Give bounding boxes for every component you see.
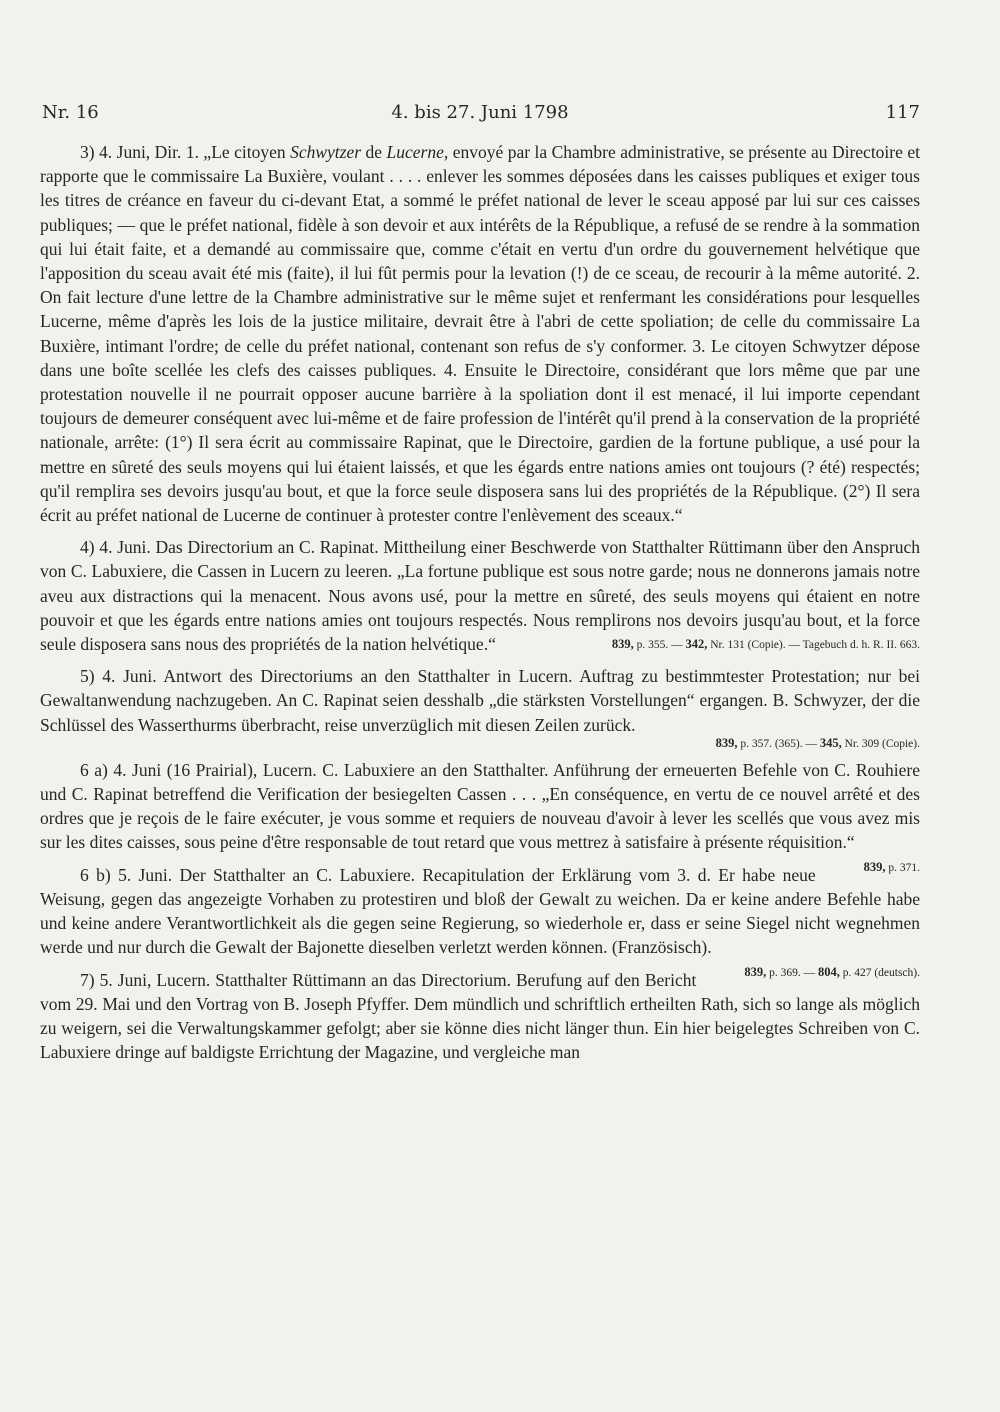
- entry-text: de: [361, 142, 387, 162]
- entry-italic-name: Schwytzer: [290, 142, 362, 162]
- running-header: [40, 98, 920, 128]
- ref-number: 839,: [863, 859, 886, 874]
- entry-3: [40, 140, 920, 527]
- ref-number: 345,: [819, 735, 842, 750]
- ref-number: 839,: [715, 735, 738, 750]
- entry-6a: [40, 758, 920, 874]
- source-reference: [572, 632, 920, 657]
- ref-text: p. 357. (365). —: [737, 737, 820, 750]
- ref-number: 839,: [611, 637, 634, 652]
- entry-4: [40, 535, 920, 656]
- ref-number: 804,: [817, 964, 840, 979]
- source-reference: [824, 855, 920, 880]
- ref-text: Nr. 309 (Copie).: [841, 737, 920, 750]
- ref-text: Nr. 131 (Copie). — Tagebuch d. h. R. II. 663.: [707, 639, 920, 652]
- entry-text: 5) 4. Juni. Antwort des Directoriums an den Statthalter in Lucern. Auftrag zu bestimmtester Protestation; nur bei Gewaltanwendung nachzugeben. An C. Rapinat seien desshalb „die stärksten Vorstellungen“ ergangen. B. Schwyzer, der die Schlüssel des Wasserthurms überbracht, reise unverzüglich mit diesen Zeilen zurück.: [40, 666, 920, 735]
- entry-text: 3) 4. Juni, Dir. 1. „Le citoyen: [80, 142, 291, 162]
- entry-text: envoyé par la Chambre administrative, se présente au Directoire et rapporte que le commissaire La Buxière, voulant . . . . enlever les sommes déposées dans les caisses publiques et exiger tous les titres de créance en faveur du ci-devant Etat, a sommé le préfet national de lever le sceau apposé par lui sur ces caisses publiques; — que le préfet national, fidèle à son devoir et aux intérêts de la République, a refusé de se rendre à la sommation qui lui était faite, et a demandé au commissaire que, comme c'était en vertu d'un ordre du gouvernement helvétique que l'apposition du sceau avait été mis (faite), il lui fût permis pour la levation (!) de ce sceau, de recourir à la même autorité. 2. On fait lecture d'une lettre de la Chambre administrative sur le même sujet et renfermant les considérations pour lesquelles Lucerne, même d'après les lois de la justice militaire, devrait être à l'abri de cette spoliation; de celle du commissaire La Buxière, intimant l'ordre; de celle du préfet national, contenant son refus de s'y conformer. 3. Le citoyen Schwytzer dépose dans une boîte scellée les clefs des caisses publiques. 4. Ensuite le Directoire, considérant que lors même que par une protestation nouvelle il ne pourrait opposer aucune barrière à la spoliation dont il est menacé, il lui importe cependant toujours de demeurer conséquent avec lui-même et de faire profession de l'intérêt qu'il prend à la conservation de la propriété nationale, arrête: (1°) Il sera écrit au commissaire Rapinat, que le Directoire, gardien de la fortune publique, a usé pour la mettre en sûreté des seuls moyens qui lui étaient laissés, et que les égards entre nations amies ont toujours (? été) respectés; qu'il remplira ses devoirs jusqu'au bout, et que la force seule disposera sans lui des propriétés de la République. (2°) Il sera écrit au préfet national de Lucerne de continuer à protester contre l'enlèvement des sceaux.“: [40, 142, 920, 526]
- page-number: 117: [885, 102, 920, 123]
- ref-text: p. 371.: [885, 861, 920, 874]
- entry-6b: [40, 863, 920, 979]
- entry-text: 7) 5. Juni, Lucern. Statthalter Rüttimann an das Directorium. Berufung auf den Bericht vom 29. Mai und den Vortrag von B. Joseph Pfyffer. Dem mündlich und schriftlich ertheilten Rath, sich so lange als möglich zu weigern, sei die Verwaltungskammer gefolgt; aber sie könne dies nicht länger thun. Ein hier beigelegtes Schreiben von C. Labuxiere dringe auf baldigste Errichtung der Magazine, und vergleiche man: [40, 969, 920, 1063]
- document-body: [40, 140, 920, 1064]
- ref-text: p. 355. —: [633, 639, 686, 652]
- entry-italic-place: Lucerne,: [386, 142, 449, 162]
- source-reference: [704, 960, 920, 985]
- entry-text: 6 b) 5. Juni. Der Statthalter an C. Labuxiere. Recapitulation der Erklärung vom 3. d. Er habe neue Weisung, gegen das angezeigte Vorhaben zu protestiren und bloß der Gewalt zu weichen. Da er keine andere Befehle habe und keine andere Verantwortlichkeit als die gegen seine Regierung, so wiederhole er, dass er seine Siegel nicht wegnehmen werde und nur durch die Gewalt der Bajonette dieselben verletzt werden können. (Französisch).: [40, 864, 920, 958]
- ref-text: p. 427 (deutsch).: [839, 966, 920, 979]
- entry-text: 4) 4. Juni. Das Directorium an C. Rapinat. Mittheilung einer Beschwerde von Statthalter Rüttimann über den Anspruch von C. Labuxiere, die Cassen in Lucern zu leeren. „La fortune publique est sous notre garde; nous ne donnerons jamais notre aveu aux distractions qui la menacent. Nous avons usé, pour la mettre en sûreté, des seuls moyens qui étaient en notre pouvoir et que les égards entre nations amies ont toujours respectés. Nous remplirons nos devoirs jusqu'au bout, et la force seule disposera sans nous des propriétés de la nation helvétique.“: [40, 537, 920, 655]
- date-range-title: 4. bis 27. Juni 1798: [391, 102, 569, 123]
- ref-number: 342,: [685, 637, 708, 652]
- ref-number: 839,: [744, 964, 767, 979]
- document-page: [40, 98, 920, 1072]
- document-number: Nr. 16: [42, 102, 99, 123]
- entry-5: [40, 664, 920, 737]
- source-reference: [40, 735, 920, 752]
- ref-text: p. 369. —: [766, 966, 818, 979]
- entry-text: 6 a) 4. Juni (16 Prairial), Lucern. C. Labuxiere an den Statthalter. Anführung der erneuerten Befehle von C. Rouhiere und C. Rapinat betreffend die Verification der besiegelten Cassen . . . „En conséquence, en vertu de ce nouvel arrêté et des ordres que je reçois de le faire exécuter, je vous somme et requiers de nouveau d'avoir à lever les scellés que vous avez mis sur les dites caisses, sous peine d'être responsable de tout retard que vous mettrez à satisfaire à présente réquisition.“: [40, 759, 920, 853]
